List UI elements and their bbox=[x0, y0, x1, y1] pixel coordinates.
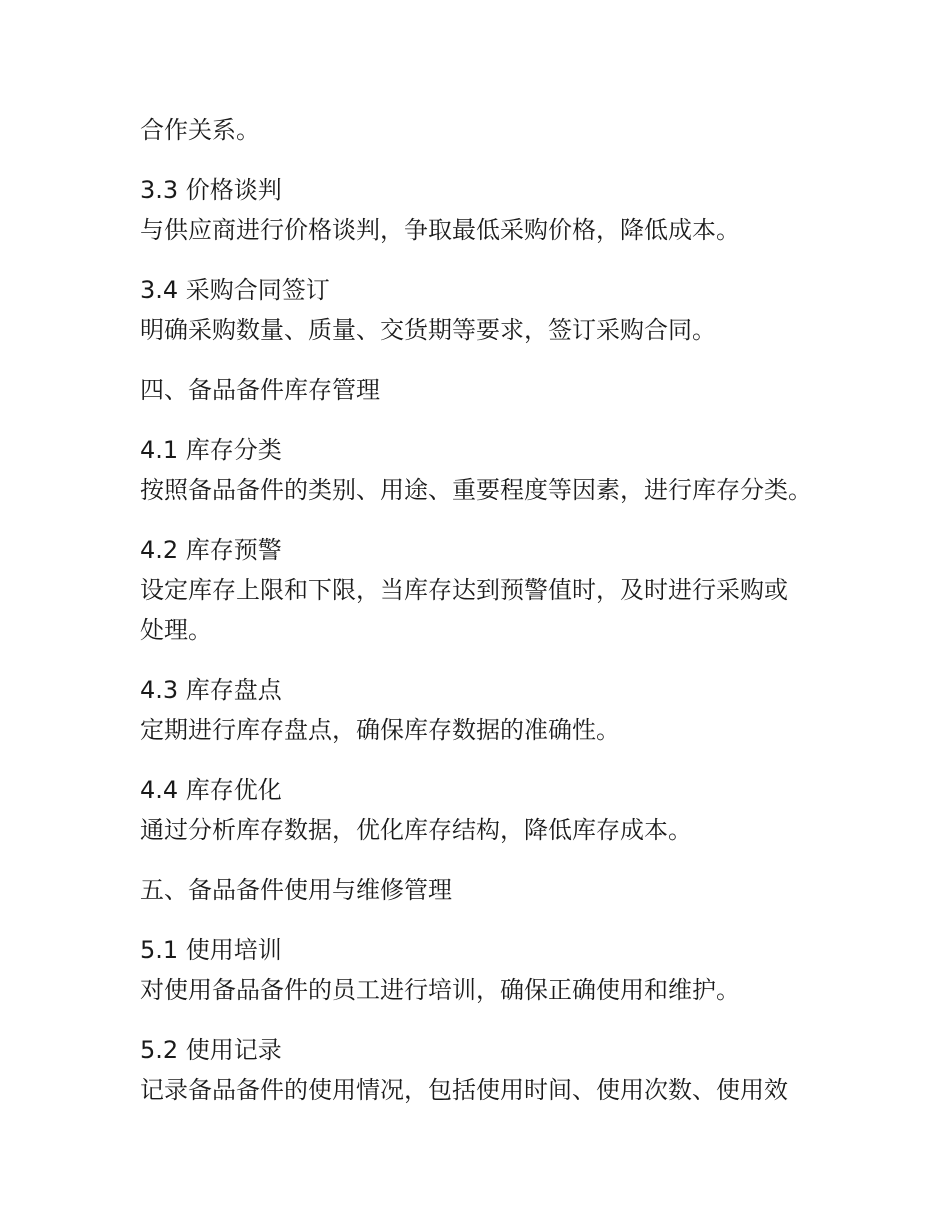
paragraph-line: 对使用备品备件的员工进行培训，确保正确使用和维护。 bbox=[140, 976, 740, 1004]
paragraph-line: 处理。 bbox=[140, 616, 212, 644]
section-title-5: 五、备品备件使用与维修管理 bbox=[140, 876, 452, 904]
heading-3-4: 3.4 采购合同签订 bbox=[140, 276, 330, 304]
heading-5-1: 5.1 使用培训 bbox=[140, 936, 282, 964]
section-title-4: 四、备品备件库存管理 bbox=[140, 376, 380, 404]
paragraph-line: 合作关系。 bbox=[140, 116, 260, 144]
paragraph-line: 通过分析库存数据，优化库存结构，降低库存成本。 bbox=[140, 816, 692, 844]
document-body bbox=[140, 110, 840, 1110]
paragraph-line: 按照备品备件的类别、用途、重要程度等因素，进行库存分类。 bbox=[140, 476, 812, 504]
paragraph-line: 与供应商进行价格谈判，争取最低采购价格，降低成本。 bbox=[140, 216, 740, 244]
paragraph-line: 记录备品备件的使用情况，包括使用时间、使用次数、使用效 bbox=[140, 1076, 788, 1104]
paragraph-line: 定期进行库存盘点，确保库存数据的准确性。 bbox=[140, 716, 620, 744]
paragraph-line: 明确采购数量、质量、交货期等要求，签订采购合同。 bbox=[140, 316, 716, 344]
heading-4-4: 4.4 库存优化 bbox=[140, 776, 282, 804]
heading-4-2: 4.2 库存预警 bbox=[140, 536, 282, 564]
paragraph-line: 设定库存上限和下限，当库存达到预警值时，及时进行采购或 bbox=[140, 576, 788, 604]
heading-3-3: 3.3 价格谈判 bbox=[140, 176, 282, 204]
heading-5-2: 5.2 使用记录 bbox=[140, 1036, 282, 1064]
heading-4-3: 4.3 库存盘点 bbox=[140, 676, 282, 704]
heading-4-1: 4.1 库存分类 bbox=[140, 436, 282, 464]
